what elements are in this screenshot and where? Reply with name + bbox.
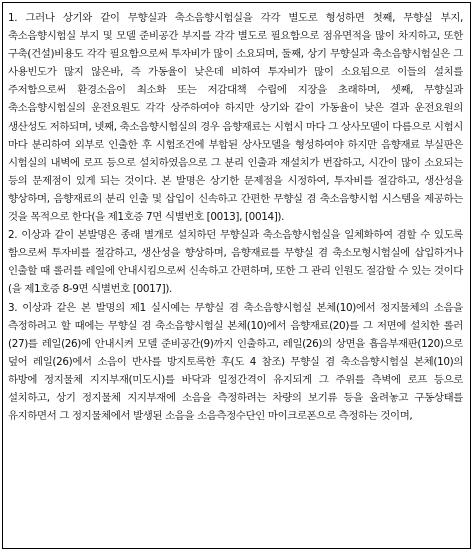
paragraph-2: 2. 이상과 같이 본발명은 종래 별개로 설치하던 무향실과 축소음향시험실을 일체화하여 겸할 수 있도록 함으로써 투자비를 절감하고, 생산성을 향상하며, 음향재료를 무향실 겸 축소모형시험실에 삽입하거나 인출할 때 롤러를 레일에 안내시킴으로써 신속하고 간편하며, 또한 그 관리 인원도 절감할 수 있는 것이다(을 제1호증 8-9면 식별번호 [0017]). [8,229,463,296]
paragraph-3: 3. 이상과 같은 본 발명의 제1 실시예는 무향실 겸 축소음향시험실 본체(10)에서 정지물체의 소음을 측정하려고 할 때에는 무향실 겸 축소음향시험실 본체(10)에서 음향재료(20)를 그 저면에 설치한 롤러(27)를 레일(26)에 안내시켜 모델 준비공간(9)까지 인출하고, 레일(26)의 상면을 흡음부재판(120)으로 덮어 레일(26)에서 소음이 반사를 방지토록한 후(도 4 참조) 무향실 겸 축소음향시험실 본체(10)의 하방에 정지물체 지지부재(미도시)를 바닥과 일정간격이 유지되게 그 주위를 측벽에 로프 등으로 설치하고, 상기 정지물체 지지부재에 소음을 측정하려는 차량의 보기류 등을 올려놓고 구동상태를 유지하면서 그 정지물체에서 발생된 소음을 소음측정수단인 마이크로폰으로 측정하는 것이며, [8,301,463,423]
document-body [8,9,463,425]
document-frame [2,2,471,549]
paragraph-1: 1. 그러나 상기와 같이 무향실과 축소음향시험실을 각각 별도로 형성하면 첫째, 무향실 부지, 축소음향시험실 부지 및 모델 준비공간 부지를 각각 별도로 필요함으로 점유면적을 많이 차지하고, 또한 구축(건설)비용도 각각 필요함으로써 투자비가 많이 소요되며, 둘째, 상기 무향실과 축소음향시험실은 그 사용빈도가 많지 않은바, 즉 가동율이 낮은데 비하여 투자비가 많이 소요됨으로 이들의 설치를 주저함으로써 환경소음이 최소화 또는 저감대책 수립에 지장을 초래하며, 셋째, 무향실과 축소음향시험실의 운전요원도 각각 상주하여야 하지만 상기와 같이 가동율이 낮은 결과 운전요원의 생산성도 저하되며, 넷째, 축소음향시험실의 경우 음향재료는 시험시 마다 그 상사모델이 다름으로 시험시 마다 분리하여 외부로 인출한 후 시험조건에 부합된 상사모델을 형성하여야 하지만 음향재료 부실판은 시험실의 내벽에 로프 등으로 설치하였음으로 그 분리 인출과 재설치가 번잡하고, 시간이 많이 소요되는 등의 문제점이 있게 되는 것이다. 본 발명은 상기한 문제점을 시정하여, 투자비를 절감하고, 생산성을 향상하며, 음향재료의 분리 인출 및 삽입이 신속하고 간편한 무향실 겸 축소음향시험 시스템을 제공하는 것을 목적으로 한다(을 제1호증 7면 식별번호 [0013], [0014]). [8,12,463,224]
